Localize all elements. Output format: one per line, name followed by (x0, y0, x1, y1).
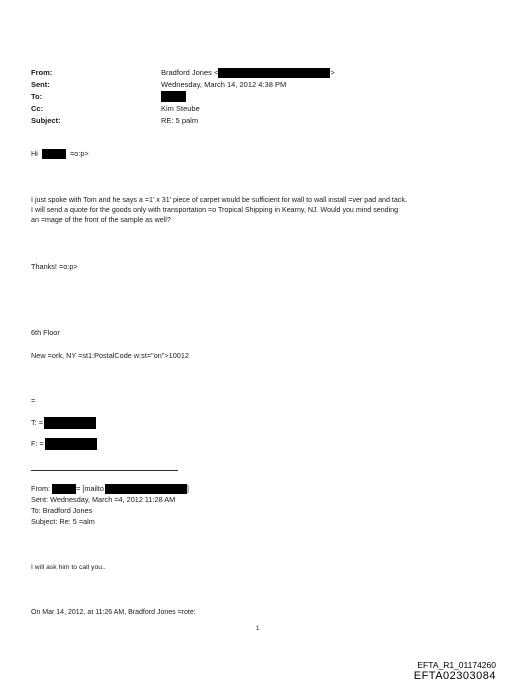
quoted-from-end: ] (186, 484, 189, 493)
body-line-3: an =mage of the front of the sample as well? (31, 216, 171, 224)
from-label: From: (31, 68, 53, 77)
subject-value: RE: 5 palm (161, 116, 199, 125)
sent-label: Sent: (31, 80, 50, 89)
redaction-block (218, 68, 330, 78)
to-redaction-block (161, 91, 186, 102)
floor-line: 6th Floor (31, 328, 60, 337)
page-number: 1 (256, 626, 260, 632)
thanks-line: Thanks! =o:p> (31, 262, 78, 271)
quoted-subject: Subject: Re: 5 =alm (31, 517, 95, 526)
subject-label: Subject: (31, 116, 61, 125)
redaction-block (105, 484, 187, 494)
address-line: New =ork, NY =st1:PostalCode w:st="on">10012 (31, 351, 189, 360)
quoted-to: To: Bradford Jones (31, 506, 93, 515)
sent-value: Wednesday, March 14, 2012 4:38 PM (161, 80, 287, 89)
redaction-block (44, 417, 96, 429)
to-label: To: (31, 92, 43, 101)
quoted-from-line (31, 484, 189, 494)
body-line-1: I just spoke with Tom and he says a =1' x 31' piece of carpet would be sufficient for wall to wall install =ver pad and tack. (31, 196, 407, 204)
quoted-reply: I will ask him to call you.. (31, 564, 106, 571)
from-name: Bradford Jones < (161, 68, 219, 77)
greeting (31, 149, 89, 159)
from-value (161, 68, 335, 78)
phone-label: T: = (31, 417, 43, 427)
redaction-block (42, 149, 66, 159)
from-value-end: > (330, 68, 335, 77)
bates-number-1: EFTA_R1_01174260 (417, 660, 496, 670)
redaction-block (45, 438, 97, 450)
quoted-sent: Sent: Wednesday, March =4, 2012 11:28 AM (31, 495, 176, 504)
phone-line (31, 417, 96, 429)
fax-label: F: = (31, 438, 44, 448)
quoted-from-label: From: (31, 484, 51, 493)
equals-line: = (31, 396, 36, 405)
quoted-mailto: = [mailto (76, 484, 104, 493)
cc-label: Cc: (31, 104, 44, 113)
redaction-block (52, 484, 76, 494)
fax-line (31, 438, 97, 450)
greeting-pre: Hi (31, 149, 38, 158)
cc-value: Kim Steube (161, 104, 200, 113)
separator-line (31, 470, 178, 471)
body-line-2: I will send a quote for the goods only with transportation =o Tropical Shipping in Kearny, NJ. Would you mind sending (31, 206, 399, 214)
quoted-on-line: On Mar 14, 2012, at 11:26 AM, Bradford Jones =rote: (31, 609, 196, 616)
greeting-post: =o:p> (69, 149, 89, 158)
bates-number-2: EFTA02303084 (413, 670, 496, 682)
